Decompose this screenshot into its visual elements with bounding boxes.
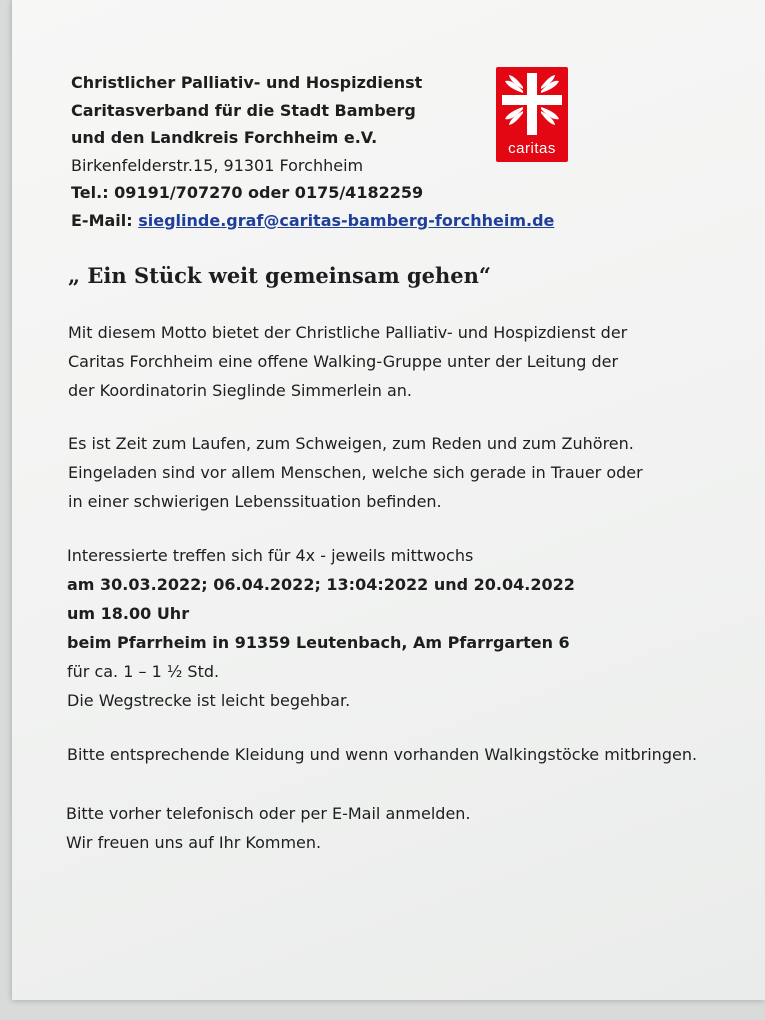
paragraph-line: in einer schwierigen Lebenssituation befinden. (68, 492, 442, 511)
clothing-note: Bitte entsprechende Kleidung und wenn vorhanden Walkingstöcke mitbringen. (67, 745, 698, 764)
closing-note: Wir freuen uns auf Ihr Kommen. (66, 833, 322, 852)
registration-note: Bitte vorher telefonisch oder per E-Mail anmelden. (66, 804, 471, 823)
email-link[interactable]: sieglinde.graf@caritas-bamberg-forchheim.de (138, 210, 555, 230)
paragraph-line: Mit diesem Motto bietet der Christliche Palliativ- und Hospizdienst der (68, 323, 628, 342)
paragraph-line: Es ist Zeit zum Laufen, zum Schweigen, zum Reden und zum Zuhören. (68, 434, 634, 453)
meeting-duration: für ca. 1 – 1 ½ Std. (67, 662, 220, 681)
closing-paragraph (66, 799, 471, 857)
page-title: „ Ein Stück weit gemeinsam gehen“ (68, 263, 492, 288)
postal-address: Birkenfelderstr.15, 91301 Forchheim (71, 155, 364, 175)
purpose-paragraph (68, 429, 643, 516)
meeting-details (67, 542, 575, 716)
email-label: E-Mail: (71, 210, 139, 230)
letterhead (71, 69, 555, 234)
caritas-logo (496, 67, 568, 162)
paragraph-line: Caritas Forchheim eine offene Walking-Gruppe unter der Leitung der (68, 352, 619, 371)
meeting-time: um 18.00 Uhr (67, 604, 190, 623)
meeting-intro: Interessierte treffen sich für 4x - jeweils mittwochs (67, 546, 474, 565)
paragraph-line: Eingeladen sind vor allem Menschen, welche sich gerade in Trauer oder (68, 463, 643, 482)
intro-paragraph (68, 318, 627, 405)
meeting-location: beim Pfarrheim in 91359 Leutenbach, Am Pfarrgarten 6 (67, 633, 570, 652)
caritas-logo-text: caritas (508, 140, 556, 157)
paragraph-line: der Koordinatorin Sieglinde Simmerlein an. (68, 381, 412, 400)
meeting-dates: am 30.03.2022; 06.04.2022; 13:04:2022 und 20.04.2022 (67, 575, 575, 594)
phone-numbers: Tel.: 09191/707270 oder 0175/4182259 (71, 183, 424, 202)
route-note: Die Wegstrecke ist leicht begehbar. (67, 691, 351, 710)
district-name: und den Landkreis Forchheim e.V. (71, 128, 378, 147)
association-name: Caritasverband für die Stadt Bamberg (71, 100, 416, 120)
caritas-cross-icon (496, 67, 568, 139)
organization-name: Christlicher Palliativ- und Hospizdienst (71, 73, 423, 92)
email-line (71, 207, 555, 235)
